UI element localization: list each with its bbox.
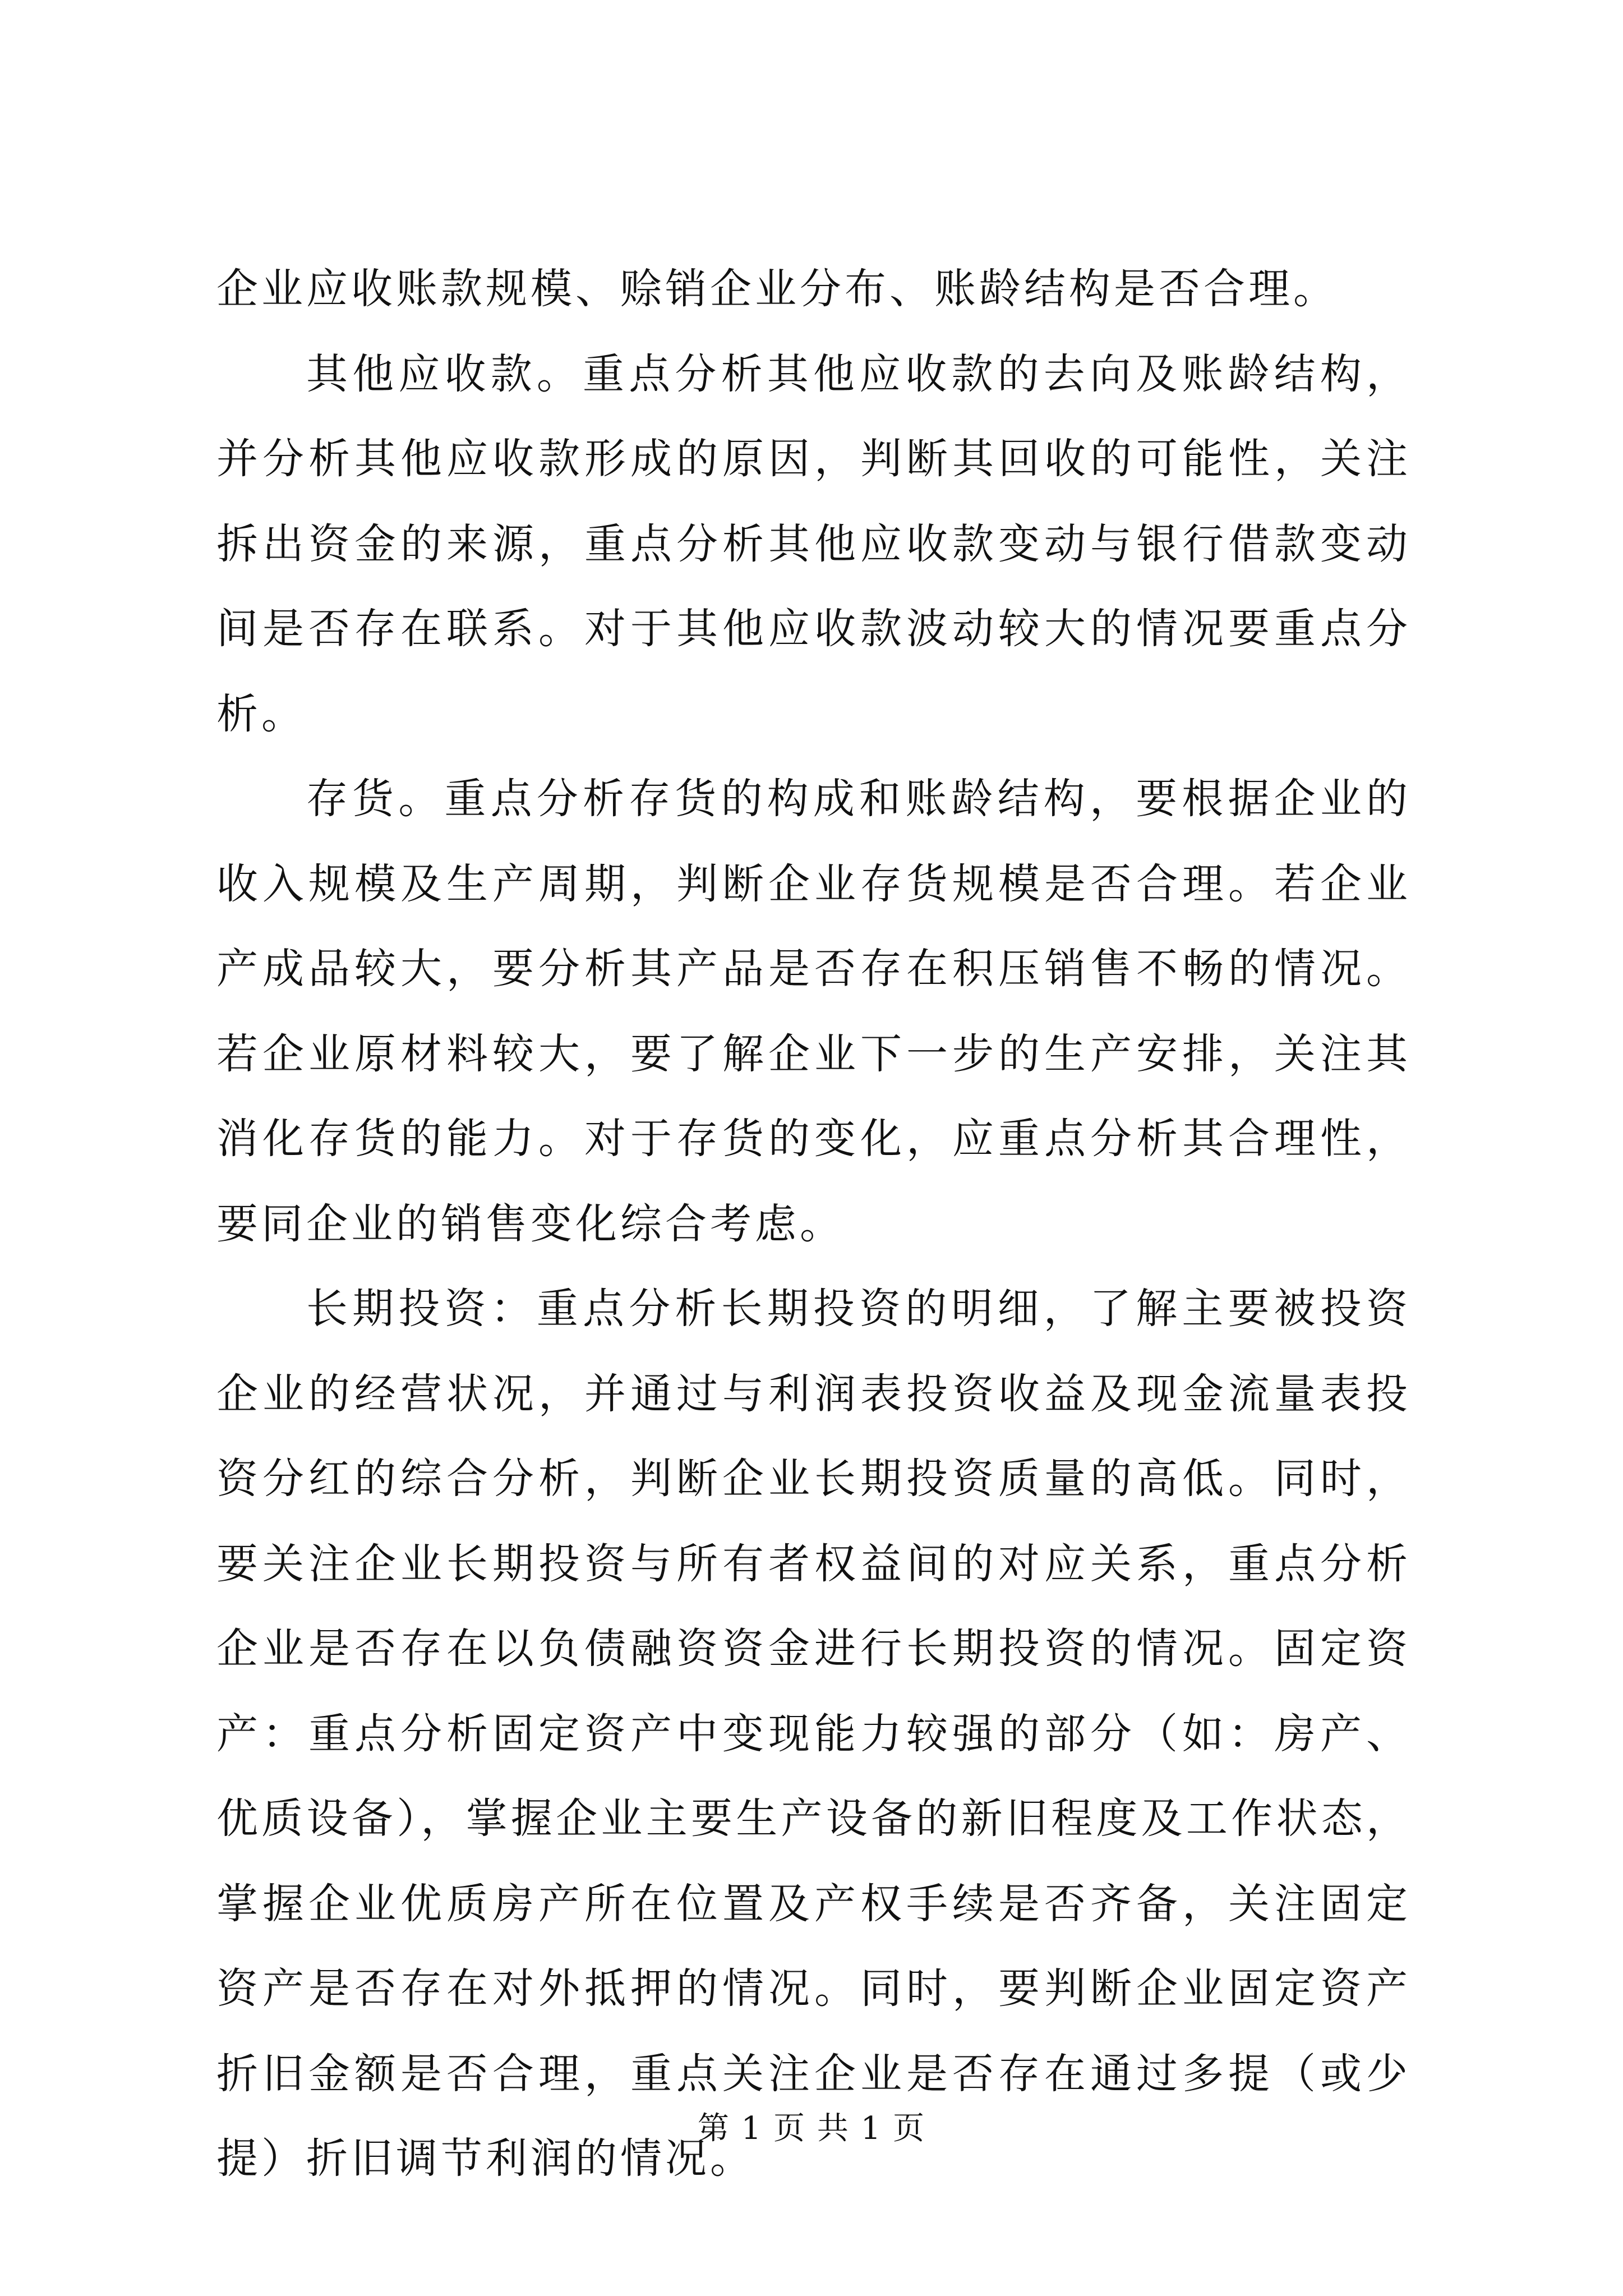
paragraph-inventory: 存货。重点分析存货的构成和账龄结构，要根据企业的收入规模及生产周期，判断企业存货规模是否合理。若企业产成品较大，要分析其产品是否存在积压销售不畅的情况。若企业原材料较大，要了解企业下一步的生产安排，关注其消化存货的能力。对于存货的变化，应重点分析其合理性，要同企业的销售变化综合考虑。 [216,775,1411,1248]
paragraph-continuation: 企业应收账款规模、赊销企业分布、账龄结构是否合理。 [216,265,1338,313]
document-body [216,247,1411,2202]
page-number: 第 1 页 共 1 页 [697,2110,926,2147]
page-footer [0,2109,1623,2148]
paragraph-long-term-investment: 长期投资：重点分析长期投资的明细，了解主要被投资企业的经营状况，并通过与利润表投资收益及现金流量表投资分红的综合分析，判断企业长期投资质量的高低。同时，要关注企业长期投资与所有者权益间的对应关系，重点分析企业是否存在以负债融资资金进行长期投资的情况。固定资产：重点分析固定资产中变现能力较强的部分（如：房产、优质设备），掌握企业主要生产设备的新旧程度及工作状态，掌握企业优质房产所在位置及产权手续是否齐备，关注固定资产是否存在对外抵押的情况。同时，要判断企业固定资产折旧金额是否合理，重点关注企业是否存在通过多提（或少提）折旧调节利润的情况。 [216,1285,1411,2183]
paragraph-other-receivables: 其他应收款。重点分析其他应收款的去向及账龄结构，并分析其他应收款形成的原因，判断其回收的可能性，关注拆出资金的来源，重点分析其他应收款变动与银行借款变动间是否存在联系。对于其他应收款波动较大的情况要重点分析。 [216,349,1411,738]
